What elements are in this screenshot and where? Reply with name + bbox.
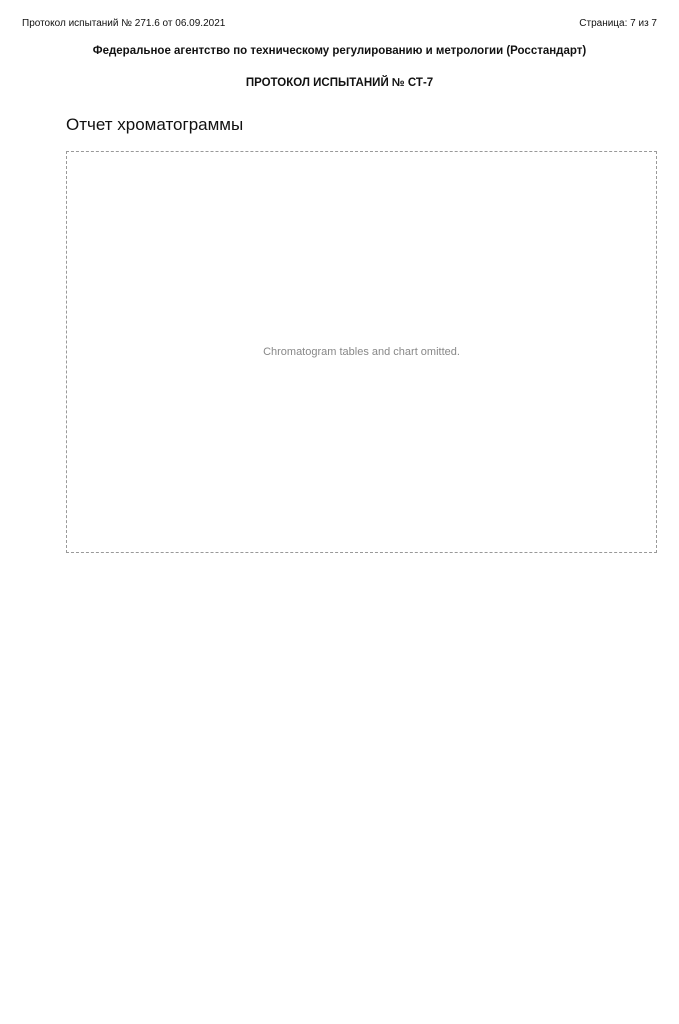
page-number: Страница: 7 из 7 [579,18,657,29]
agency: Федеральное агентство по техническому регулированию и метрологии (Росстандарт) [92,45,587,57]
top-line [22,18,657,29]
header-block [22,45,657,89]
protocol-title: ПРОТОКОЛ ИСПЫТАНИЙ № СТ-7 [245,77,434,89]
omitted-content: Chromatogram tables and chart omitted. [66,151,657,553]
report-title: Отчет хроматограммы [66,115,244,134]
protocol-ref: Протокол испытаний № 271.6 от 06.09.2021 [22,18,226,29]
